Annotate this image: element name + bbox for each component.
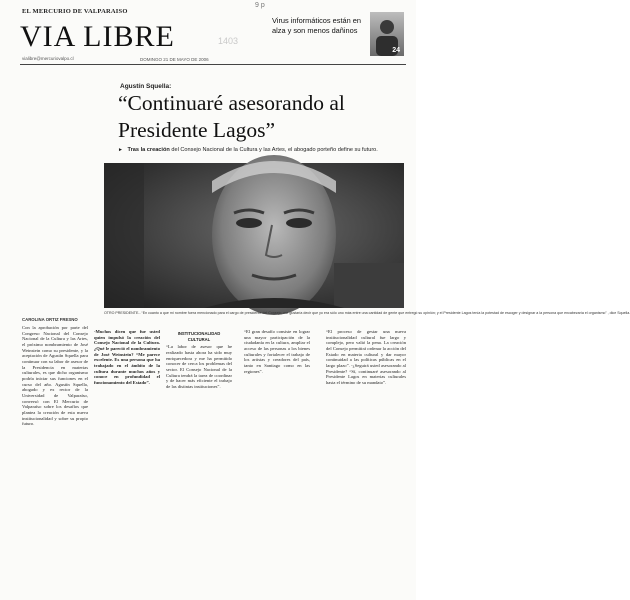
section-title: VIA LIBRE <box>20 20 175 53</box>
article-deck <box>118 147 404 154</box>
article-column-2 <box>94 329 160 595</box>
promo-page-number: 24 <box>392 47 400 54</box>
handwritten-note: 9 p <box>255 2 265 9</box>
article-column-3 <box>166 329 232 595</box>
article-byline: CAROLINA ORTIZ FRESNO <box>22 317 78 322</box>
column-text: “El proceso de gestar una nueva institucionalidad cultural fue largo y complejo, pero valió la pena. La creación del Consejo permitirá ordenar la acción del Estado en materia cultural y dar mayor continuidad a las políticas públicas en el largo plazo”. -¿Seguirá usted asesorando al Presidente? “Sí, continuaré asesorando al Presidente Lagos en materias culturales hasta el término de su mandato”. <box>326 329 406 385</box>
issue-date: DOMINGO 21 DE MAYO DE 2006 <box>140 57 209 62</box>
section-email: vialibre@mercuriovalpo.cl <box>22 56 74 61</box>
arrow-icon: ► <box>118 147 123 153</box>
deck-text: del Consejo Nacional de la Cultura y las Artes, el abogado porteño define su futuro. <box>169 147 378 153</box>
article-column-4 <box>244 329 310 595</box>
column-text: “La labor de asesor que he realizado hasta ahora ha sido muy enriquecedora y me ha permitido conocer de cerca los problemas del sector. El Consejo Nacional de la Cultura tendrá la tarea de coordinar y de hacer más eficiente el trabajo de las distintas instituciones”. <box>166 344 232 389</box>
article-column-5 <box>326 329 406 595</box>
article-headline: “Continuaré asesorando al Presidente Lagos” <box>118 91 345 142</box>
column-text: “El gran desafío consiste en lograr una mayor participación de la ciudadanía en la cultura, ampliar el acceso de las personas a los bienes culturales y fortalecer el trabajo de los artistas y creadores del país, tanto en Santiago como en las regiones”. <box>244 329 310 374</box>
newspaper-name: EL MERCURIO DE VALPARAISO <box>22 8 128 15</box>
column-subhead: INSTITUCIONALIDAD CULTURAL <box>177 331 221 342</box>
column-text: -Muchos dicen que fue usted quien impulsó la creación del Consejo Nacional de la Cultura. ¿Qué le pareció el nombramiento de José Weinstein? “Me parece excelente. Es una persona que ha trabajado en el ámbito de la cultura durante muchos años y conoce en profundidad el funcionamiento del Estado”. <box>94 329 160 385</box>
column-text: Con la aprobación por parte del Congreso Nacional del Consejo Nacional de la Cultura y las Artes, el próximo nombramiento de José Weinstein como su presidente, y la aceptación de Agustín Squella para continuar con su labor de asesor de la Presidencia en materias culturales, es que dicho organismo podría iniciar sus funciones en el curso del año. Agustín Squella, abogado y ex rector de la Universidad de Valparaíso, conversó con El Mercurio de Valparaíso sobre los desafíos que plantea la creación de esta nueva institucionalidad y sobre su propio futuro. <box>22 325 88 427</box>
deck-lead: Tras la creación <box>127 147 170 153</box>
article-kicker: Agustín Squella: <box>120 83 172 90</box>
photo-caption: OTRO PRESIDENTE.- “En cuanto a que mi nombre fuera mencionado para el cargo de presidente del Consejo, me gustaría decir que yo era sólo uno más entre una cantidad de gente que entregó su opinión; y el Presidente Lagos tenía la potestad de escoger y designar a la persona que encabezaría el organismo” , dice Squella. <box>104 311 630 315</box>
article-photo <box>104 163 404 308</box>
article-column-1 <box>22 325 88 595</box>
promo-box[interactable] <box>270 12 404 56</box>
promo-headline: Virus informáticos están en alza y son menos dañinos <box>272 16 362 35</box>
header-divider <box>20 64 406 65</box>
archive-stamp: 1403 <box>218 36 239 46</box>
portrait-image <box>104 163 404 308</box>
